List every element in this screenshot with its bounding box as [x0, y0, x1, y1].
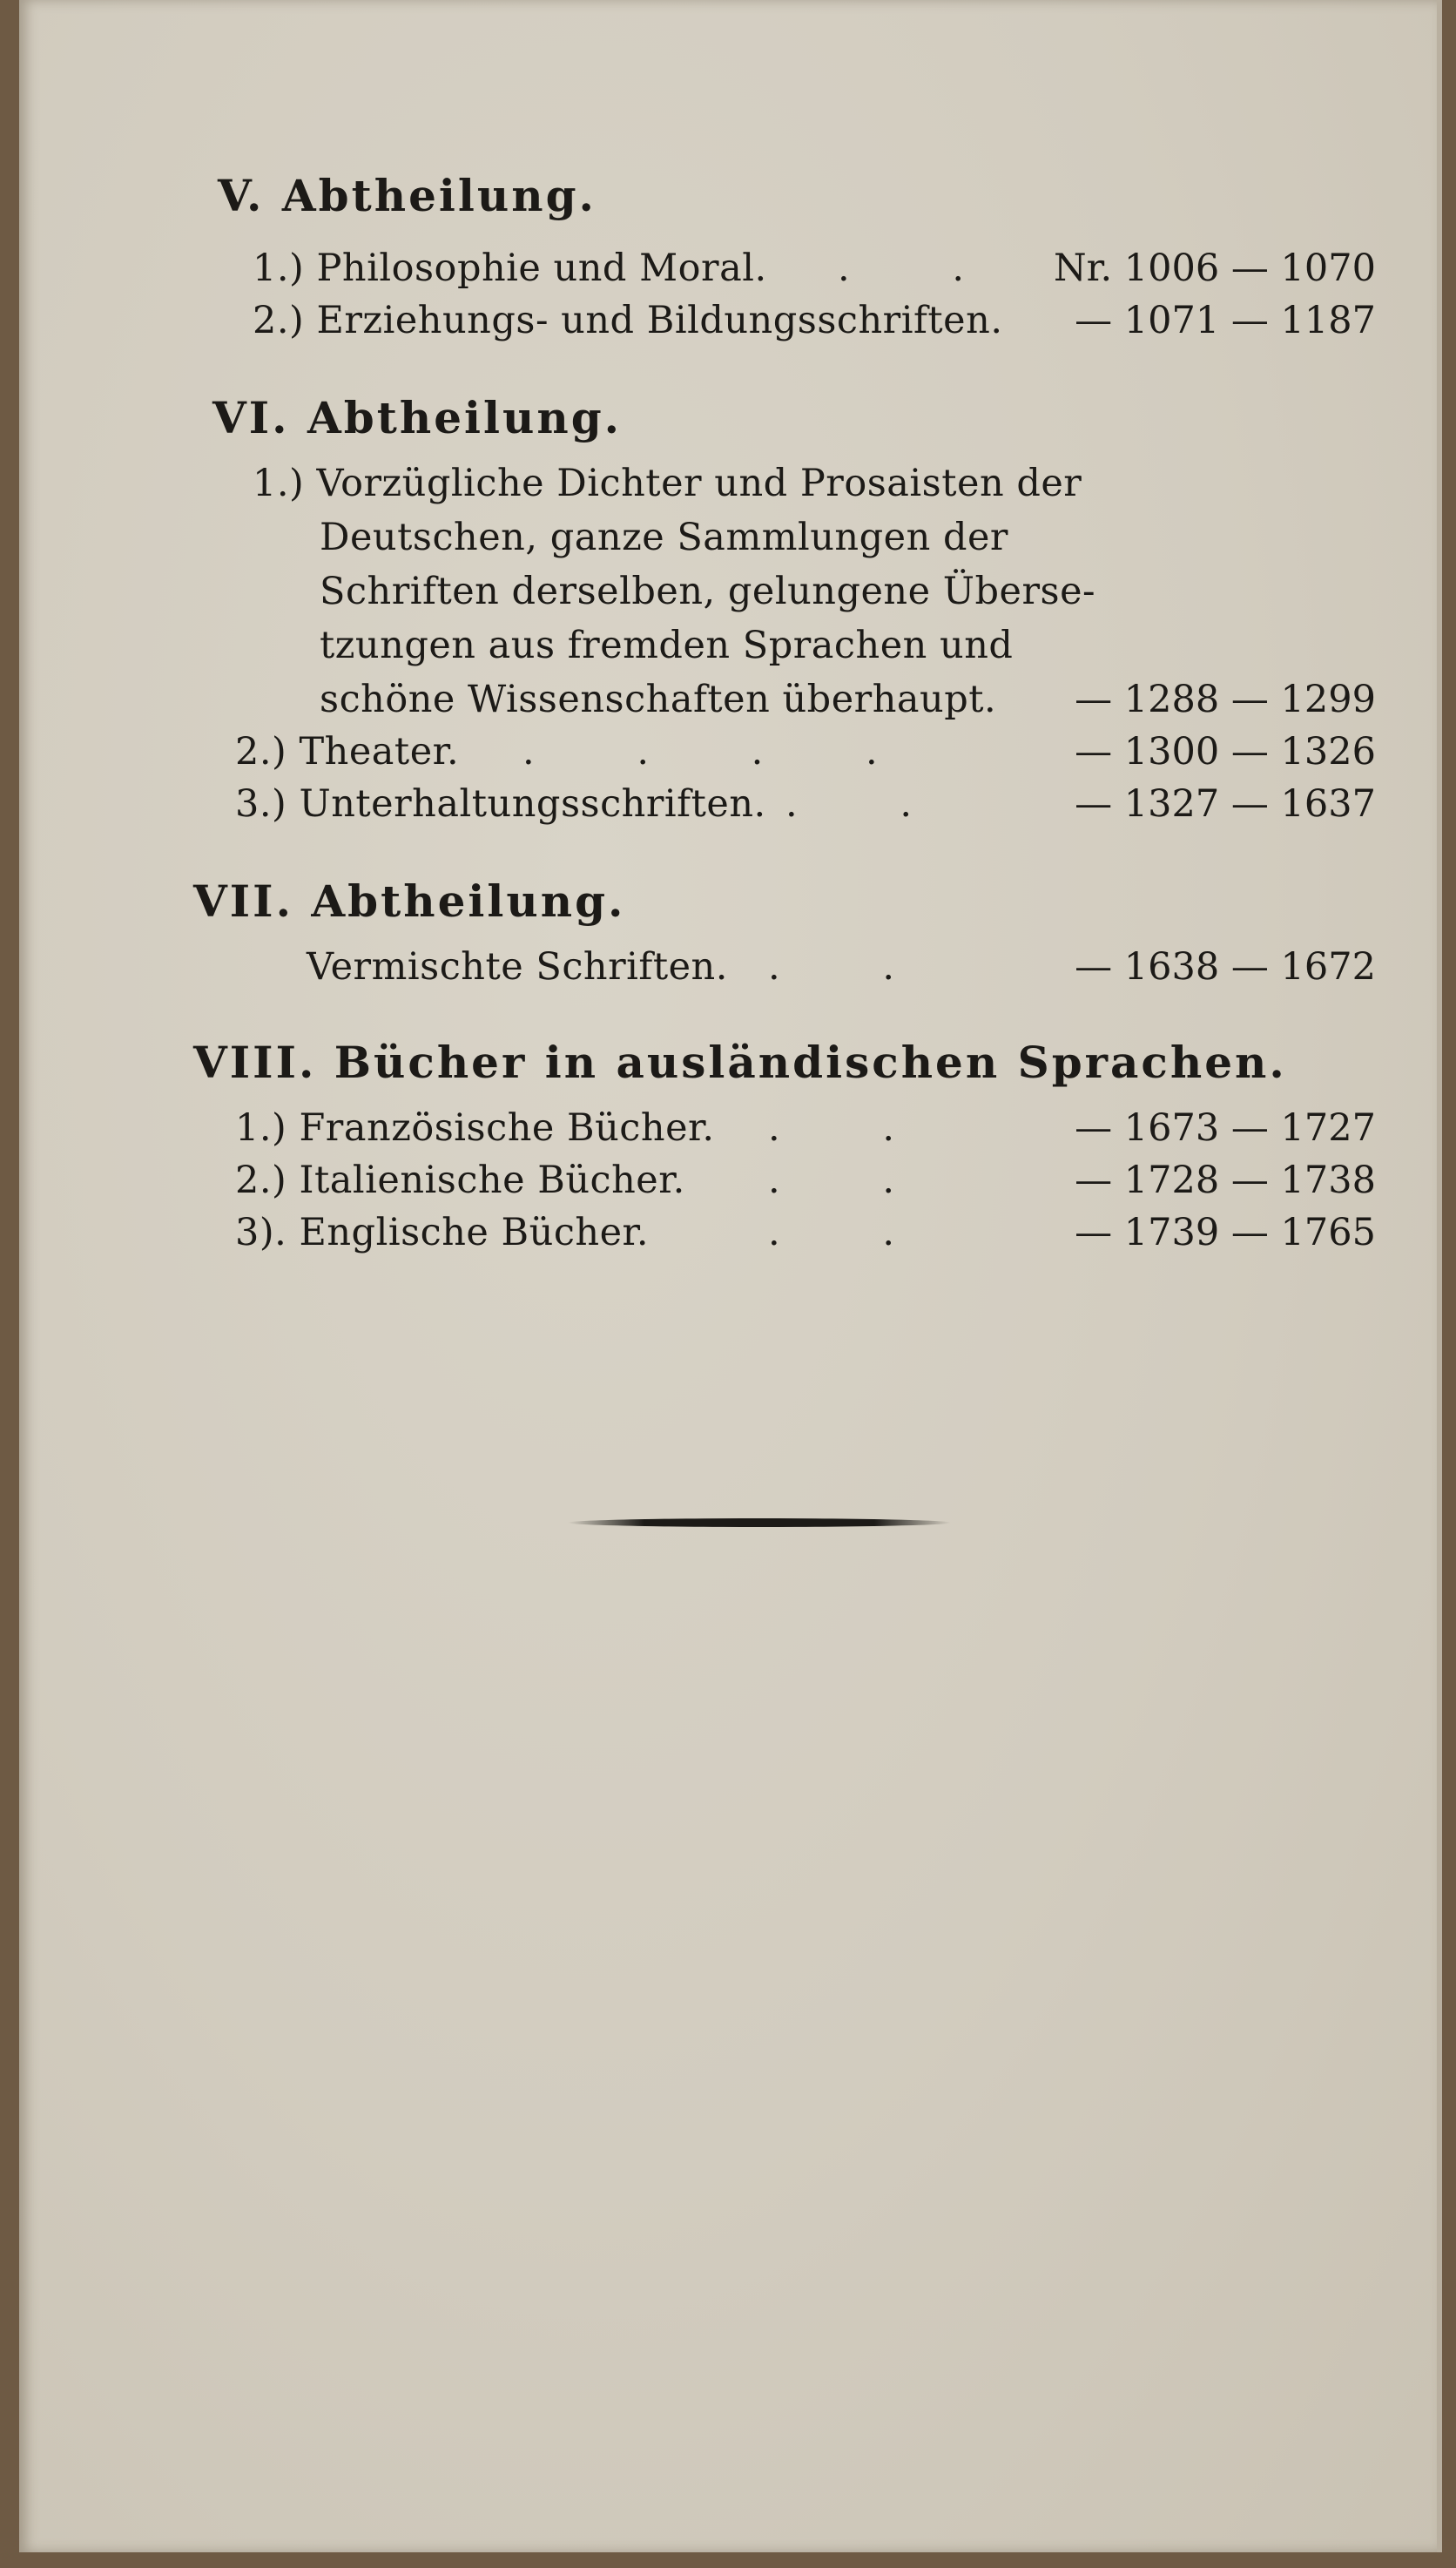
entry-range: — 1300 — 1326 [1075, 730, 1376, 774]
entry-range: — 1327 — 1637 [1075, 782, 1376, 826]
book-page [19, 0, 1442, 2552]
leader-dots: . . [768, 1106, 940, 1150]
entry-range: — 1288 — 1299 [1075, 678, 1376, 721]
entry-range: Nr. 1006 — 1070 [1054, 247, 1376, 290]
leader-dots: . . [768, 1211, 940, 1254]
entry-range: — 1071 — 1187 [1075, 299, 1376, 342]
leader-dots: . . [838, 247, 1010, 290]
section-v-heading: V. Abtheilung. [218, 170, 597, 221]
decorative-rule [568, 1518, 951, 1527]
entry-englisch: 3). Englische Bücher. [235, 1211, 650, 1254]
entry-range: — 1739 — 1765 [1075, 1211, 1376, 1254]
entry-franzoesisch: 1.) Französische Bücher. [235, 1106, 715, 1150]
entry-dichter-line-1: 1.) Vorzügliche Dichter und Prosaisten der [253, 462, 1082, 505]
entry-philosophie: 1.) Philosophie und Moral. [253, 247, 767, 290]
leader-dots: . . [785, 782, 958, 826]
leader-dots: . . [768, 1159, 940, 1202]
entry-range: — 1728 — 1738 [1075, 1159, 1376, 1202]
entry-vermischte: Vermischte Schriften. [307, 945, 728, 989]
entry-range: — 1638 — 1672 [1075, 945, 1376, 989]
entry-unterhaltung: 3.) Unterhaltungsschriften. [235, 782, 766, 826]
entry-dichter-line-4: tzungen aus fremden Sprachen und [320, 624, 1014, 667]
entry-erziehung: 2.) Erziehungs- und Bildungsschriften. [253, 299, 1003, 342]
section-vi-heading: VI. Abtheilung. [212, 392, 623, 443]
entry-dichter-line-2: Deutschen, ganze Sammlungen der [320, 516, 1008, 559]
leader-dots: . . . . [522, 730, 923, 774]
section-viii-heading: VIII. Bücher in ausländischen Sprachen. [193, 1037, 1287, 1088]
entry-theater: 2.) Theater. [235, 730, 460, 774]
entry-italienisch: 2.) Italienische Bücher. [235, 1159, 685, 1202]
entry-dichter-line-5: schöne Wissenschaften überhaupt. [320, 678, 997, 721]
section-vii-heading: VII. Abtheilung. [193, 875, 626, 927]
leader-dots: . . [768, 945, 940, 989]
entry-range: — 1673 — 1727 [1075, 1106, 1376, 1150]
entry-dichter-line-3: Schriften derselben, gelungene Überse- [320, 570, 1096, 613]
